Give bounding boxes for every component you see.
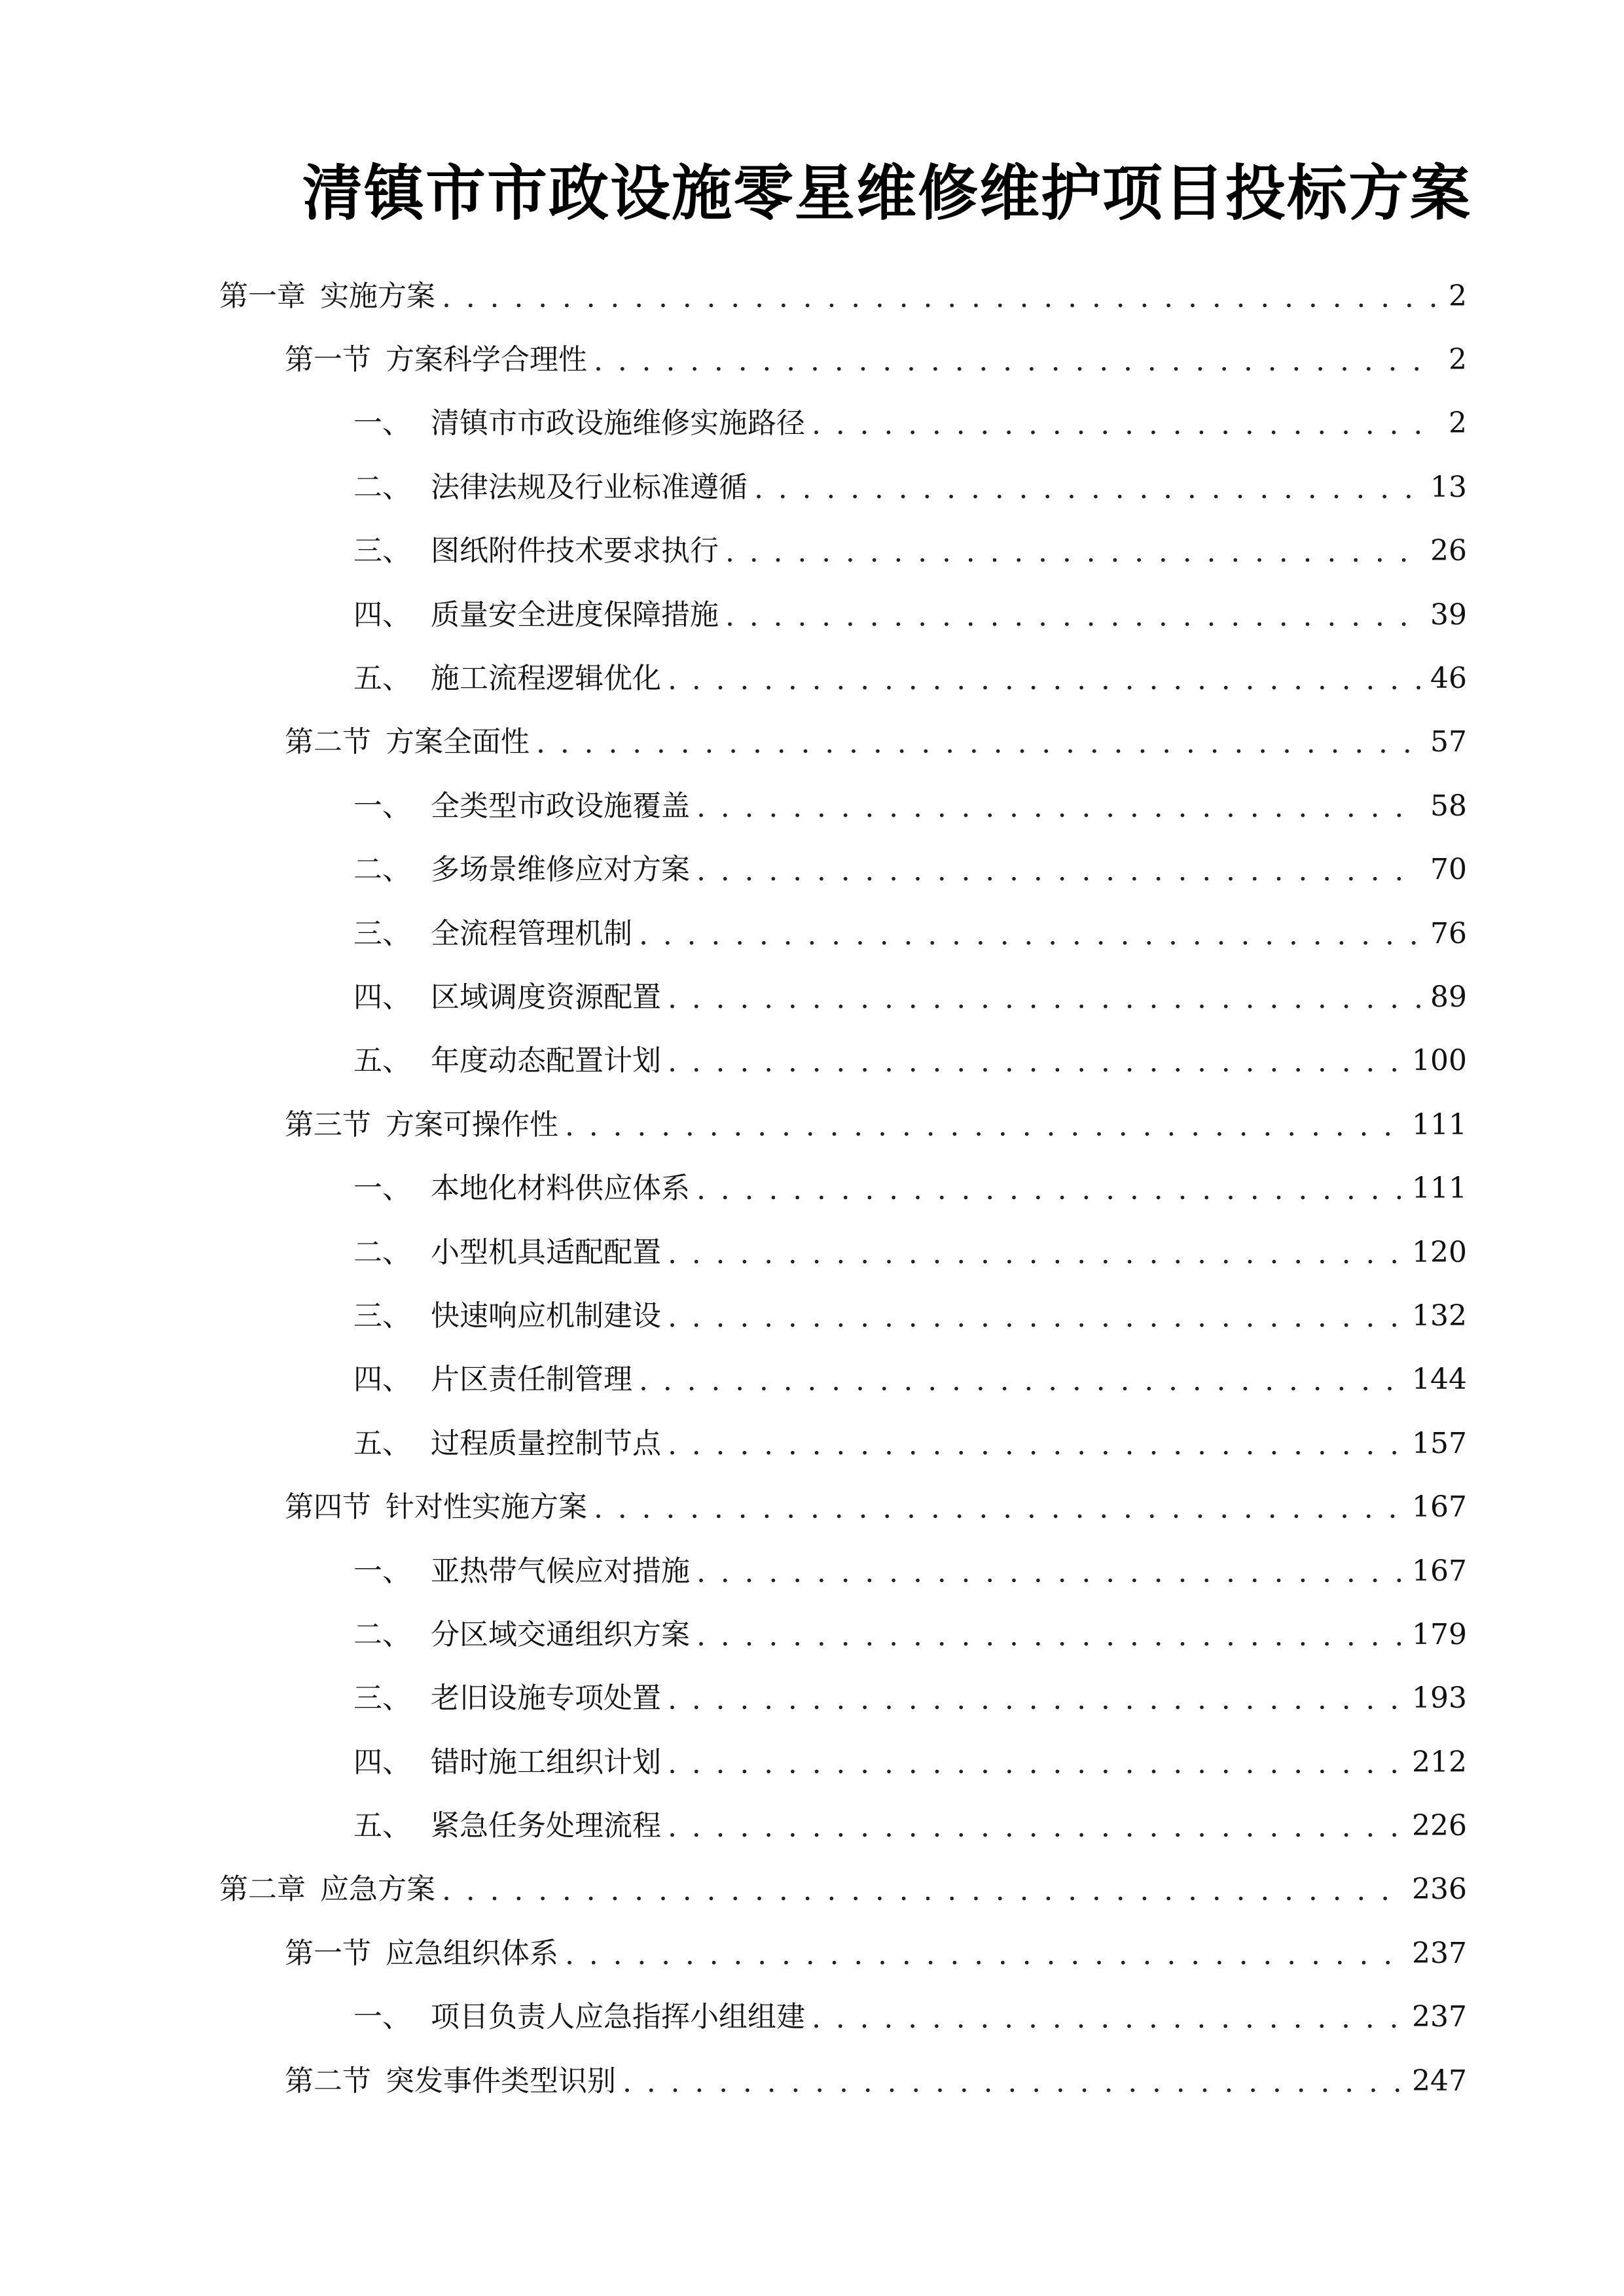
toc-entry-title: 施工流程逻辑优化 <box>431 662 661 696</box>
toc-entry-page-number: 111 <box>1412 1172 1467 1206</box>
toc-entry-number: 三、 <box>353 916 411 950</box>
toc-entry[interactable] <box>0 456 1624 519</box>
toc-dot-leader <box>668 1680 1403 1719</box>
toc-entry[interactable] <box>0 520 1624 583</box>
toc-entry-page-number: 100 <box>1412 1044 1467 1078</box>
toc-entry-number: 第四节 <box>285 1490 371 1524</box>
toc-entry-page-number: 2 <box>1449 279 1467 313</box>
toc-entry[interactable] <box>0 264 1624 328</box>
toc-entry-number: 五、 <box>353 1809 411 1843</box>
toc-entry-title: 实施方案 <box>320 279 435 313</box>
toc-entry-number: 一、 <box>353 1172 411 1206</box>
toc-dot-leader <box>594 342 1438 381</box>
toc-entry-page-number: 236 <box>1412 1873 1467 1907</box>
toc-entry-page-number: 46 <box>1430 662 1467 696</box>
toc-entry[interactable] <box>0 1603 1624 1666</box>
toc-entry-page-number: 167 <box>1412 1554 1467 1588</box>
document-title: 清镇市市政设施零星维修维护项目投标方案 <box>302 158 1471 228</box>
toc-dot-leader <box>725 597 1421 636</box>
toc-entry-title: 方案可操作性 <box>386 1107 558 1141</box>
toc-entry-title: 方案全面性 <box>386 725 530 759</box>
toc-entry-page-number: 57 <box>1430 725 1467 759</box>
toc-dot-leader <box>639 916 1421 955</box>
toc-entry[interactable] <box>0 965 1624 1029</box>
toc-entry[interactable] <box>0 902 1624 965</box>
toc-dot-leader <box>668 660 1421 700</box>
toc-entry-number: 四、 <box>353 598 411 632</box>
toc-entry-number: 一、 <box>353 789 411 823</box>
toc-entry-number: 第二节 <box>285 725 371 759</box>
toc-entry-number: 一、 <box>353 2000 411 2034</box>
toc-entry-number: 第三节 <box>285 1107 371 1141</box>
toc-entry[interactable] <box>0 392 1624 456</box>
toc-entry-page-number: 167 <box>1412 1490 1467 1524</box>
toc-entry-page-number: 212 <box>1412 1745 1467 1779</box>
toc-entry-number: 一、 <box>353 406 411 440</box>
toc-entry[interactable] <box>0 583 1624 647</box>
toc-entry-title: 图纸附件技术要求执行 <box>431 534 719 568</box>
toc-entry-page-number: 39 <box>1430 598 1467 632</box>
toc-entry[interactable] <box>0 1030 1624 1093</box>
toc-entry[interactable] <box>0 1093 1624 1157</box>
toc-dot-leader <box>668 1043 1403 1082</box>
toc-entry[interactable] <box>0 647 1624 710</box>
toc-entry-number: 第二章 <box>219 1873 306 1907</box>
toc-entry-title: 全流程管理机制 <box>431 916 632 950</box>
toc-entry-page-number: 226 <box>1412 1809 1467 1843</box>
toc-entry-title: 小型机具适配配置 <box>431 1235 661 1269</box>
toc-entry[interactable] <box>0 1986 1624 2049</box>
toc-entry[interactable] <box>0 1858 1624 1922</box>
toc-entry-title: 清镇市市政设施维修实施路径 <box>431 406 805 440</box>
toc-dot-leader <box>442 1871 1403 1910</box>
toc-dot-leader <box>696 1553 1403 1592</box>
toc-dot-leader <box>623 2063 1403 2102</box>
toc-entry-page-number: 157 <box>1412 1426 1467 1460</box>
toc-dot-leader <box>696 1170 1403 1210</box>
toc-entry-title: 紧急任务处理流程 <box>431 1809 661 1843</box>
toc-entry[interactable] <box>0 774 1624 838</box>
toc-dot-leader <box>668 1426 1403 1465</box>
toc-entry[interactable] <box>0 1348 1624 1412</box>
toc-entry-page-number: 89 <box>1430 980 1467 1014</box>
toc-entry[interactable] <box>0 711 1624 774</box>
toc-entry-title: 多场景维修应对方案 <box>431 853 690 887</box>
toc-dot-leader <box>536 724 1421 763</box>
toc-entry-number: 三、 <box>353 534 411 568</box>
toc-entry-page-number: 2 <box>1449 406 1467 440</box>
toc-entry-page-number: 70 <box>1430 853 1467 887</box>
toc-entry-page-number: 247 <box>1412 2064 1467 2098</box>
toc-dot-leader <box>565 1935 1403 1975</box>
toc-entry-number: 四、 <box>353 1363 411 1397</box>
toc-dot-leader <box>668 1744 1403 1784</box>
toc-entry-number: 三、 <box>353 1681 411 1715</box>
toc-entry-page-number: 132 <box>1412 1299 1467 1333</box>
toc-entry-title: 过程质量控制节点 <box>431 1426 661 1460</box>
toc-dot-leader <box>442 278 1438 317</box>
toc-entry-title: 针对性实施方案 <box>386 1490 587 1524</box>
toc-entry-page-number: 237 <box>1412 1936 1467 1970</box>
toc-entry-number: 五、 <box>353 662 411 696</box>
toc-entry-number: 四、 <box>353 1745 411 1779</box>
toc-dot-leader <box>812 1999 1403 2038</box>
toc-entry-page-number: 58 <box>1430 789 1467 823</box>
toc-dot-leader <box>668 1234 1403 1274</box>
toc-entry-number: 第一节 <box>285 343 371 377</box>
toc-entry-title: 老旧设施专项处置 <box>431 1681 661 1715</box>
toc-entry-number: 第二节 <box>285 2064 371 2098</box>
toc-dot-leader <box>696 788 1421 827</box>
toc-entry-title: 项目负责人应急指挥小组组建 <box>431 2000 805 2034</box>
toc-entry-number: 二、 <box>353 1617 411 1651</box>
toc-entry-number: 四、 <box>353 980 411 1014</box>
toc-dot-leader <box>696 852 1421 891</box>
toc-dot-leader <box>639 1361 1403 1401</box>
toc-entry-number: 第一章 <box>219 279 306 313</box>
toc-entry-page-number: 237 <box>1412 2000 1467 2034</box>
toc-entry-title: 错时施工组织计划 <box>431 1745 661 1779</box>
toc-entry-number: 五、 <box>353 1426 411 1460</box>
toc-entry-page-number: 179 <box>1412 1617 1467 1651</box>
toc-entry[interactable] <box>0 1667 1624 1731</box>
toc-entry-title: 法律法规及行业标准遵循 <box>431 470 748 504</box>
toc-entry-number: 第一节 <box>285 1936 371 1970</box>
toc-entry-page-number: 120 <box>1412 1235 1467 1269</box>
toc-entry-title: 快速响应机制建设 <box>431 1299 661 1333</box>
toc-dot-leader <box>754 469 1421 509</box>
toc-entry[interactable] <box>0 1731 1624 1794</box>
toc-entry[interactable] <box>0 1412 1624 1475</box>
toc-entry-title: 年度动态配置计划 <box>431 1044 661 1078</box>
toc-dot-leader <box>725 533 1421 572</box>
toc-entry-title: 片区责任制管理 <box>431 1363 632 1397</box>
toc-entry-page-number: 26 <box>1430 534 1467 568</box>
toc-entry-title: 全类型市政设施覆盖 <box>431 789 690 823</box>
toc-entry-title: 区域调度资源配置 <box>431 980 661 1014</box>
toc-entry[interactable] <box>0 328 1624 391</box>
toc-entry-title: 方案科学合理性 <box>386 343 587 377</box>
toc-entry[interactable] <box>0 1922 1624 1985</box>
toc-dot-leader <box>668 1808 1403 1847</box>
toc-dot-leader <box>696 1617 1403 1656</box>
toc-entry-number: 五、 <box>353 1044 411 1078</box>
table-of-contents <box>0 264 1624 2113</box>
toc-entry[interactable] <box>0 2049 1624 2113</box>
toc-entry[interactable] <box>0 1284 1624 1348</box>
toc-entry-number: 二、 <box>353 853 411 887</box>
toc-entry-number: 三、 <box>353 1299 411 1333</box>
toc-dot-leader <box>812 405 1438 444</box>
toc-entry-title: 应急方案 <box>320 1873 435 1907</box>
toc-entry[interactable] <box>0 838 1624 902</box>
toc-entry-title: 本地化材料供应体系 <box>431 1172 690 1206</box>
toc-entry-title: 质量安全进度保障措施 <box>431 598 719 632</box>
toc-entry[interactable] <box>0 1157 1624 1220</box>
toc-entry-number: 二、 <box>353 470 411 504</box>
toc-entry-page-number: 76 <box>1430 916 1467 950</box>
toc-entry-page-number: 111 <box>1412 1107 1467 1141</box>
toc-entry[interactable] <box>0 1539 1624 1603</box>
toc-entry-title: 亚热带气候应对措施 <box>431 1554 690 1588</box>
toc-entry-page-number: 193 <box>1412 1681 1467 1715</box>
toc-dot-leader <box>668 979 1421 1018</box>
toc-dot-leader <box>565 1107 1403 1146</box>
toc-dot-leader <box>668 1298 1403 1337</box>
toc-dot-leader <box>594 1489 1403 1528</box>
toc-entry[interactable] <box>0 1794 1624 1857</box>
toc-entry[interactable] <box>0 1475 1624 1539</box>
toc-entry-title: 应急组织体系 <box>386 1936 558 1970</box>
toc-entry-title: 分区域交通组织方案 <box>431 1617 690 1651</box>
toc-entry-page-number: 144 <box>1412 1363 1467 1397</box>
toc-entry-page-number: 13 <box>1430 470 1467 504</box>
toc-entry-page-number: 2 <box>1449 343 1467 377</box>
toc-entry-number: 二、 <box>353 1235 411 1269</box>
toc-entry-number: 一、 <box>353 1554 411 1588</box>
toc-entry[interactable] <box>0 1221 1624 1284</box>
toc-entry-title: 突发事件类型识别 <box>386 2064 616 2098</box>
